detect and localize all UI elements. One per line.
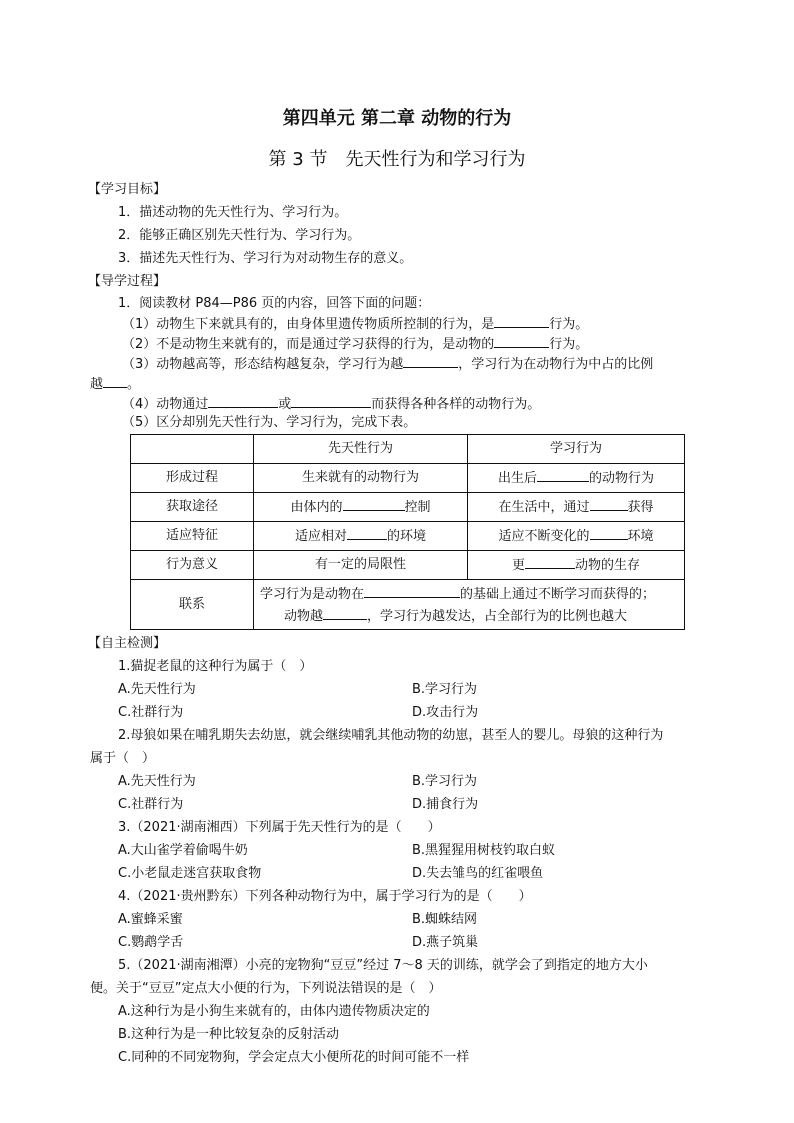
process-intro: 1．阅读教材 P84—P86 页的内容，回答下面的问题： bbox=[118, 296, 431, 311]
relation-line-1: 学习行为是动物在 的基础上通过不断学习而获得的； bbox=[260, 583, 682, 605]
question-1-line: （1）动物生下来就具有的，由身体里遗传物质所控制的行为，是 行为。 bbox=[122, 313, 588, 335]
option-c[interactable]: C.社群行为 bbox=[118, 705, 184, 720]
unit-title: 第四单元 第二章 动物的行为 bbox=[282, 108, 512, 129]
objectives-heading: 【学习目标】 bbox=[88, 182, 167, 197]
check-question-5-continued: 便。关于“豆豆”定点大小便的行为，下列说法错误的是（ ） bbox=[90, 981, 442, 996]
answer-blank[interactable] bbox=[347, 525, 387, 540]
check-question-2-continued: 属于（ ） bbox=[90, 751, 156, 766]
table-cell: 出生后 的动物行为 bbox=[468, 464, 685, 493]
check-question-1: 1.猫捉老鼠的这种行为属于（ ） bbox=[118, 659, 313, 674]
option-a[interactable]: A.这种行为是小狗生来就有的，由体内遗传物质决定的 bbox=[118, 1004, 430, 1019]
answer-blank[interactable] bbox=[208, 393, 278, 408]
table-row bbox=[131, 522, 685, 551]
answer-blank[interactable] bbox=[323, 605, 367, 620]
table-cell: 有一定的局限性 bbox=[254, 551, 468, 580]
table-row bbox=[131, 493, 685, 522]
question-3-continued: 越 。 bbox=[90, 373, 140, 395]
option-b[interactable]: B.学习行为 bbox=[412, 682, 478, 697]
table-cell: 在生活中，通过 获得 bbox=[468, 493, 685, 522]
option-b[interactable]: B.这种行为是一种比较复杂的反射活动 bbox=[118, 1027, 340, 1042]
answer-blank[interactable] bbox=[494, 313, 549, 328]
option-d[interactable]: D.失去雏鸟的红雀喂鱼 bbox=[412, 866, 544, 881]
option-d[interactable]: D.捕食行为 bbox=[412, 797, 479, 812]
section-title: 第 3 节 先天性行为和学习行为 bbox=[268, 149, 526, 170]
table-row bbox=[131, 464, 685, 493]
answer-blank[interactable] bbox=[590, 525, 628, 540]
comparison-table bbox=[130, 434, 685, 630]
objective-item: 1．描述动物的先天性行为、学习行为。 bbox=[118, 205, 348, 220]
option-c[interactable]: C.社群行为 bbox=[118, 797, 184, 812]
answer-blank[interactable] bbox=[291, 393, 371, 408]
option-b[interactable]: B.黑猩猩用树枝钓取白蚁 bbox=[412, 843, 556, 858]
answer-blank[interactable] bbox=[525, 554, 575, 569]
check-question-4: 4.（2021·贵州黔东）下列各种动物行为中，属于学习行为的是（ ） bbox=[118, 889, 532, 904]
check-question-2: 2.母狼如果在哺乳期失去幼崽，就会继续哺乳其他动物的幼崽，甚至人的婴儿。母狼的这种行为 bbox=[118, 728, 664, 743]
table-cell: 生来就有的动物行为 bbox=[254, 464, 468, 493]
objective-item: 2．能够正确区别先天性行为、学习行为。 bbox=[118, 228, 361, 243]
row-label: 形成过程 bbox=[131, 464, 254, 493]
answer-blank[interactable] bbox=[364, 583, 460, 598]
table-cell: 适应不断变化的 环境 bbox=[468, 522, 685, 551]
table-cell-merged bbox=[254, 580, 685, 630]
option-c[interactable]: C.同种的不同宠物狗，学会定点大小便所花的时间可能不一样 bbox=[118, 1050, 470, 1065]
table-header-row bbox=[131, 435, 685, 464]
table-row bbox=[131, 551, 685, 580]
question-4-line: （4）动物通过 或 而获得各种各样的动物行为。 bbox=[122, 393, 540, 415]
question-2-line: （2）不是动物生来就有的，而是通过学习获得的行为，是动物的 行为。 bbox=[122, 333, 588, 355]
answer-blank[interactable] bbox=[403, 353, 458, 368]
row-label: 行为意义 bbox=[131, 551, 254, 580]
answer-blank[interactable] bbox=[537, 467, 589, 482]
option-c[interactable]: C.鹦鹉学舌 bbox=[118, 935, 184, 950]
option-a[interactable]: A.先天性行为 bbox=[118, 682, 196, 697]
option-b[interactable]: B.蜘蛛结网 bbox=[412, 912, 478, 927]
option-a[interactable]: A.先天性行为 bbox=[118, 774, 196, 789]
table-row bbox=[131, 580, 685, 630]
row-label: 适应特征 bbox=[131, 522, 254, 551]
check-question-3: 3.（2021·湖南湘西）下列属于先天性行为的是（ ） bbox=[118, 820, 441, 835]
option-a[interactable]: A.大山雀学着偷喝牛奶 bbox=[118, 843, 248, 858]
objective-item: 3．描述先天性行为、学习行为对动物生存的意义。 bbox=[118, 251, 413, 266]
table-cell: 适应相对 的环境 bbox=[254, 522, 468, 551]
answer-blank[interactable] bbox=[590, 496, 628, 511]
table-cell: 更 动物的生存 bbox=[468, 551, 685, 580]
answer-blank[interactable] bbox=[103, 373, 127, 388]
question-5-line: （5）区分却别先天性行为、学习行为，完成下表。 bbox=[122, 415, 417, 430]
table-corner-cell bbox=[131, 435, 254, 464]
table-header-innate: 先天性行为 bbox=[254, 435, 468, 464]
question-3-line: （3）动物越高等，形态结构越复杂，学习行为越 ，学习行为在动物行为中占的比例 bbox=[122, 353, 653, 375]
option-c[interactable]: C.小老鼠走迷宫获取食物 bbox=[118, 866, 262, 881]
option-a[interactable]: A.蜜蜂采蜜 bbox=[118, 912, 183, 927]
check-heading: 【自主检测】 bbox=[88, 636, 167, 651]
row-label: 联系 bbox=[131, 580, 254, 630]
option-d[interactable]: D.燕子筑巢 bbox=[412, 935, 479, 950]
table-cell: 由体内的 控制 bbox=[254, 493, 468, 522]
table-header-learned: 学习行为 bbox=[468, 435, 685, 464]
answer-blank[interactable] bbox=[494, 333, 549, 348]
option-d[interactable]: D.攻击行为 bbox=[412, 705, 479, 720]
relation-line-2: 动物越 ，学习行为越发达，占全部行为的比例也越大 bbox=[260, 605, 682, 627]
check-question-5: 5.（2021·湖南湘潭）小亮的宠物狗“豆豆”经过 7～8 天的训练，就学会了到指定的地方大小 bbox=[118, 958, 648, 973]
row-label: 获取途径 bbox=[131, 493, 254, 522]
process-heading: 【导学过程】 bbox=[88, 274, 167, 289]
option-b[interactable]: B.学习行为 bbox=[412, 774, 478, 789]
answer-blank[interactable] bbox=[343, 496, 405, 511]
